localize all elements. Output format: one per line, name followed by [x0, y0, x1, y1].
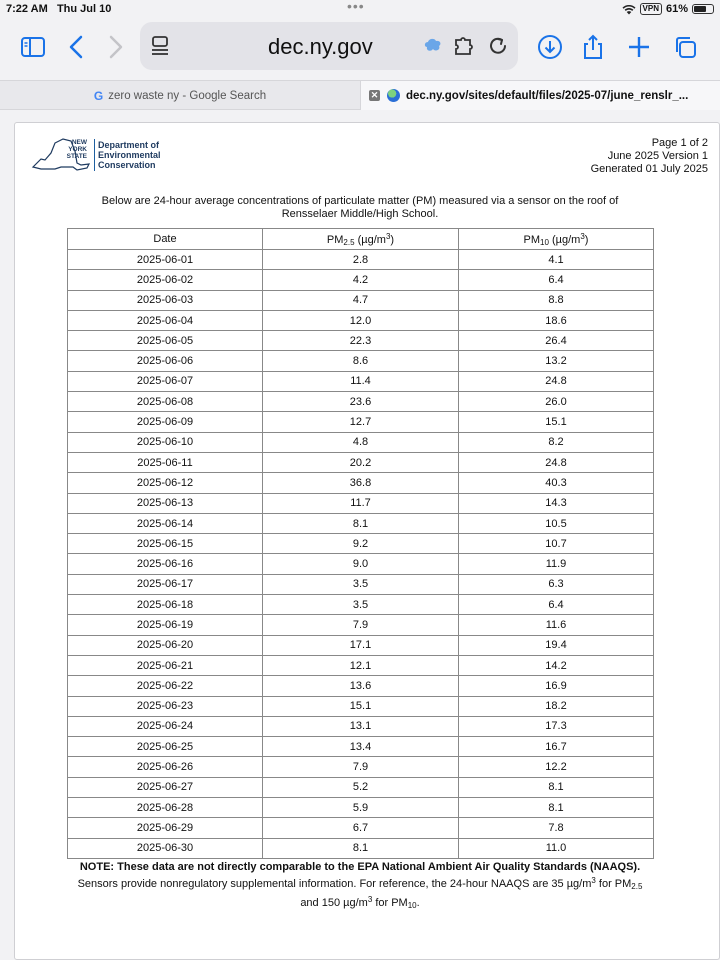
cell-date: 2025-06-17	[68, 574, 263, 594]
privacy-report-icon[interactable]	[424, 38, 442, 52]
cell-date: 2025-06-26	[68, 757, 263, 777]
table-row	[68, 290, 654, 310]
table-row	[68, 696, 654, 716]
battery-percent: 61%	[665, 3, 688, 15]
forward-icon[interactable]	[100, 32, 130, 62]
table-body	[68, 250, 654, 859]
table-row	[68, 432, 654, 452]
cell-pm10: 18.2	[459, 696, 654, 716]
google-icon: G	[93, 88, 104, 103]
address-bar[interactable]	[140, 22, 518, 70]
cell-date: 2025-06-18	[68, 595, 263, 615]
cell-date: 2025-06-21	[68, 655, 263, 675]
cell-date: 2025-06-02	[68, 270, 263, 290]
state-name: NEW YORK STATE	[66, 139, 87, 160]
cell-pm25: 13.6	[263, 676, 459, 696]
cell-pm10: 6.4	[459, 595, 654, 615]
version-label: June 2025 Version 1	[607, 150, 708, 162]
multitasking-dots-icon[interactable]: •••	[347, 0, 365, 14]
sidebar-icon[interactable]	[18, 32, 48, 62]
cell-pm10: 14.3	[459, 493, 654, 513]
cell-date: 2025-06-24	[68, 716, 263, 736]
cell-pm25: 23.6	[263, 392, 459, 412]
cell-pm10: 7.8	[459, 818, 654, 838]
table-row	[68, 716, 654, 736]
battery-icon	[692, 4, 714, 14]
cell-date: 2025-06-20	[68, 635, 263, 655]
cell-date: 2025-06-01	[68, 250, 263, 270]
cell-pm25: 4.2	[263, 270, 459, 290]
cell-date: 2025-06-10	[68, 432, 263, 452]
table-row	[68, 331, 654, 351]
table-row	[68, 534, 654, 554]
cell-pm10: 4.1	[459, 250, 654, 270]
globe-icon	[387, 89, 400, 102]
cell-date: 2025-06-06	[68, 351, 263, 371]
table-row	[68, 351, 654, 371]
cell-pm25: 8.1	[263, 838, 459, 858]
cell-date: 2025-06-04	[68, 310, 263, 330]
cell-pm10: 8.1	[459, 798, 654, 818]
header-pm25: $PM_{2.5}$ $(\mu g/m^3)$	[263, 229, 459, 250]
cell-pm10: 12.2	[459, 757, 654, 777]
reload-icon[interactable]	[486, 34, 510, 58]
new-tab-icon[interactable]	[624, 32, 654, 62]
cell-pm25: 4.7	[263, 290, 459, 310]
cell-pm10: 6.3	[459, 574, 654, 594]
generated-date: Generated 01 July 2025	[590, 163, 708, 175]
cell-pm25: 8.6	[263, 351, 459, 371]
table-row	[68, 838, 654, 858]
table-row	[68, 655, 654, 675]
tab-bar	[0, 80, 720, 110]
table-row	[68, 615, 654, 635]
cell-pm25: 5.9	[263, 798, 459, 818]
cell-pm10: 6.4	[459, 270, 654, 290]
cell-pm10: 10.7	[459, 534, 654, 554]
header-date: Date	[68, 229, 263, 250]
cell-pm10: 18.6	[459, 310, 654, 330]
page-number: Page 1 of 2	[651, 137, 708, 149]
table-row	[68, 392, 654, 412]
cell-pm25: 12.1	[263, 655, 459, 675]
logo-divider	[94, 139, 95, 171]
cell-pm25: 3.5	[263, 574, 459, 594]
cell-pm25: 8.1	[263, 513, 459, 533]
table-row	[68, 452, 654, 472]
cell-pm10: 26.4	[459, 331, 654, 351]
tab-google-search[interactable]	[0, 81, 360, 110]
wifi-icon	[622, 4, 636, 15]
cell-date: 2025-06-14	[68, 513, 263, 533]
cell-pm25: 12.0	[263, 310, 459, 330]
cell-pm10: 24.8	[459, 452, 654, 472]
share-icon[interactable]	[578, 32, 608, 62]
status-bar	[0, 0, 720, 18]
reader-icon[interactable]	[148, 34, 172, 58]
cell-pm10: 13.2	[459, 351, 654, 371]
cell-date: 2025-06-11	[68, 452, 263, 472]
naaqs-note: NOTE: These data are not directly comparable to the EPA National Ambient Air Quality Standards (NAAQS). Sensors provide nonregulatory supplemental information. For reference, the 24-hour NAAQS are 35 $\mu g/m^3$ for $PM_{2.5}$ and 150 $\mu g/m^3$ for $PM_{10}$.	[45, 861, 675, 912]
cell-pm25: 4.8	[263, 432, 459, 452]
table-row	[68, 513, 654, 533]
cell-pm25: 6.7	[263, 818, 459, 838]
back-icon[interactable]	[62, 32, 92, 62]
cell-date: 2025-06-09	[68, 412, 263, 432]
cell-pm10: 40.3	[459, 473, 654, 493]
cell-date: 2025-06-22	[68, 676, 263, 696]
department-name: Department of Environmental Conservation	[98, 140, 161, 170]
cell-date: 2025-06-28	[68, 798, 263, 818]
table-row	[68, 737, 654, 757]
cell-pm10: 8.2	[459, 432, 654, 452]
cell-pm25: 7.9	[263, 615, 459, 635]
pm-data-table	[67, 228, 654, 859]
cell-date: 2025-06-05	[68, 331, 263, 351]
cell-pm10: 17.3	[459, 716, 654, 736]
cell-pm10: 19.4	[459, 635, 654, 655]
cell-pm25: 13.4	[263, 737, 459, 757]
cell-date: 2025-06-12	[68, 473, 263, 493]
cell-date: 2025-06-07	[68, 371, 263, 391]
cell-pm10: 14.2	[459, 655, 654, 675]
table-row	[68, 310, 654, 330]
cell-date: 2025-06-13	[68, 493, 263, 513]
tab-label: zero waste ny - Google Search	[108, 89, 267, 102]
document-meta	[591, 137, 708, 176]
cell-pm25: 11.7	[263, 493, 459, 513]
cell-pm10: 16.7	[459, 737, 654, 757]
table-row	[68, 818, 654, 838]
status-time: 7:22 AM Thu Jul 10	[6, 3, 112, 15]
cell-pm25: 17.1	[263, 635, 459, 655]
close-tab-icon[interactable]: ✕	[370, 90, 379, 100]
table-header-row	[68, 229, 654, 250]
table-row	[68, 270, 654, 290]
cell-pm10: 16.9	[459, 676, 654, 696]
cell-pm25: 11.4	[263, 371, 459, 391]
cell-pm10: 26.0	[459, 392, 654, 412]
cell-pm25: 2.8	[263, 250, 459, 270]
cell-pm25: 9.2	[263, 534, 459, 554]
cell-pm10: 10.5	[459, 513, 654, 533]
table-row	[68, 676, 654, 696]
table-row	[68, 493, 654, 513]
pdf-page	[14, 122, 720, 960]
cell-date: 2025-06-08	[68, 392, 263, 412]
table-row	[68, 595, 654, 615]
cell-pm25: 15.1	[263, 696, 459, 716]
tab-dec-pdf[interactable]	[360, 81, 720, 110]
table-row	[68, 554, 654, 574]
table-row	[68, 798, 654, 818]
table-row	[68, 757, 654, 777]
cell-pm10: 11.6	[459, 615, 654, 635]
cell-pm10: 15.1	[459, 412, 654, 432]
intro-text: Below are 24-hour average concentrations of particulate matter (PM) measured via a sensor on the roof of Rensselaer Middle/High School.	[101, 195, 619, 220]
cell-date: 2025-06-25	[68, 737, 263, 757]
table-row	[68, 412, 654, 432]
table-row	[68, 371, 654, 391]
tab-label: dec.ny.gov/sites/default/files/2025-07/june_renslr_...	[406, 89, 689, 102]
cell-pm25: 7.9	[263, 757, 459, 777]
cell-pm10: 11.0	[459, 838, 654, 858]
table-row	[68, 250, 654, 270]
cell-date: 2025-06-16	[68, 554, 263, 574]
table-row	[68, 777, 654, 797]
dec-logo	[31, 137, 191, 173]
cell-pm25: 22.3	[263, 331, 459, 351]
table-row	[68, 635, 654, 655]
cell-pm10: 8.8	[459, 290, 654, 310]
header-pm10: $PM_{10}$ $(\mu g/m^3)$	[459, 229, 654, 250]
vpn-badge: VPN	[640, 3, 662, 15]
cell-date: 2025-06-27	[68, 777, 263, 797]
cell-pm25: 13.1	[263, 716, 459, 736]
table-row	[68, 574, 654, 594]
cell-pm25: 9.0	[263, 554, 459, 574]
extension-icon[interactable]	[452, 34, 476, 58]
cell-date: 2025-06-30	[68, 838, 263, 858]
cell-date: 2025-06-15	[68, 534, 263, 554]
status-right	[622, 3, 714, 15]
cell-date: 2025-06-03	[68, 290, 263, 310]
cell-date: 2025-06-23	[68, 696, 263, 716]
cell-pm10: 24.8	[459, 371, 654, 391]
note-heading: NOTE: These data are not directly comparable to the EPA National Ambient Air Quality Standards (NAAQS).	[79, 861, 641, 873]
cell-pm25: 36.8	[263, 473, 459, 493]
url-host[interactable]: dec.ny.gov	[268, 34, 373, 59]
cell-pm25: 12.7	[263, 412, 459, 432]
browser-toolbar	[0, 18, 720, 76]
cell-pm25: 5.2	[263, 777, 459, 797]
cell-pm10: 11.9	[459, 554, 654, 574]
download-icon[interactable]	[535, 32, 565, 62]
cell-date: 2025-06-29	[68, 818, 263, 838]
cell-pm10: 8.1	[459, 777, 654, 797]
tabs-overview-icon[interactable]	[670, 32, 700, 62]
table-row	[68, 473, 654, 493]
cell-date: 2025-06-19	[68, 615, 263, 635]
cell-pm25: 3.5	[263, 595, 459, 615]
cell-pm25: 20.2	[263, 452, 459, 472]
